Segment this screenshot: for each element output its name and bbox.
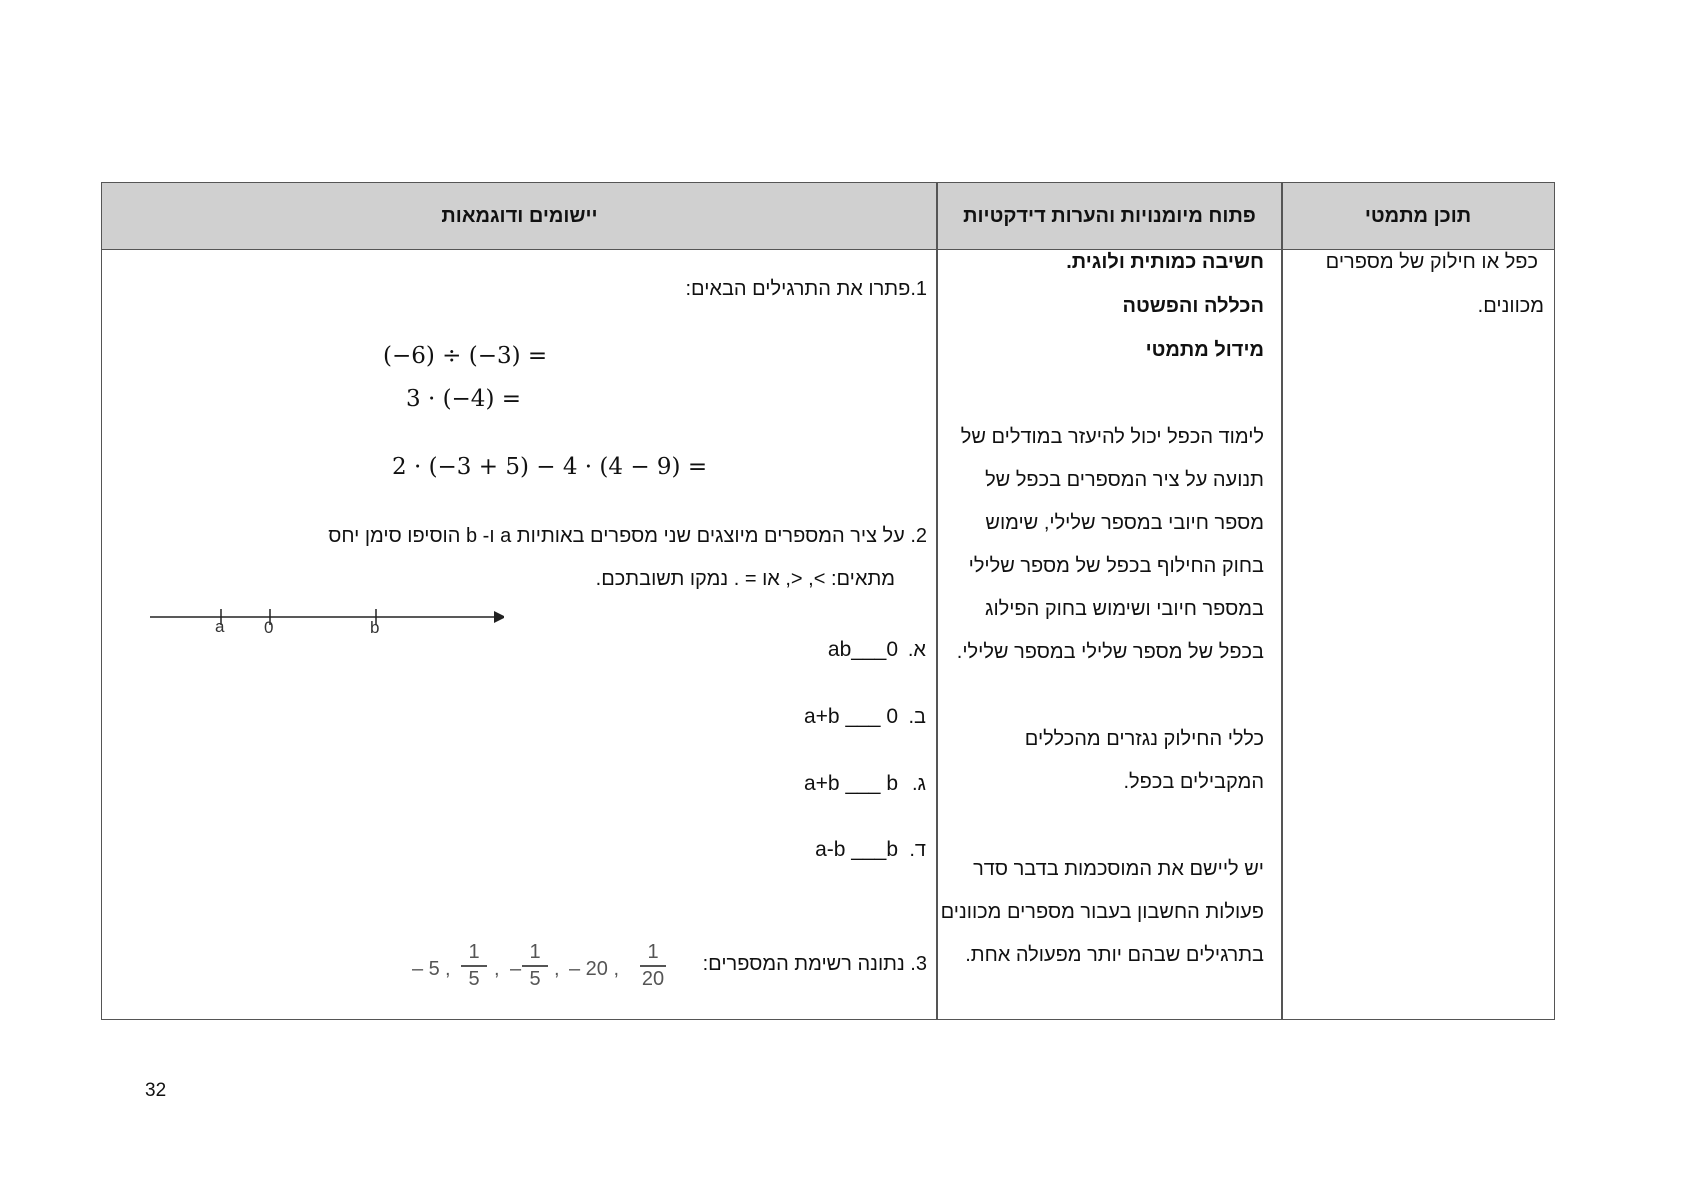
page-number: 32 — [145, 1080, 167, 1101]
header-content: תוכן מתמטי — [1282, 183, 1554, 250]
list-separator: , — [494, 958, 500, 980]
content-line: כפל או חילוק של מספרים — [1325, 251, 1538, 273]
question-2-cont: מתאים: >, <, או = . נמקו תשובתכם. — [595, 568, 895, 590]
question-2: 2. על ציר המספרים מיוצגים שני מספרים באותיות a ו- b הוסיפו סימן יחס — [328, 525, 927, 547]
skill-heading: הכללה והפשטה — [1122, 295, 1264, 317]
sub-item-letter: ד. — [909, 839, 926, 861]
sub-item-expr: ab___0 — [827, 638, 898, 661]
sub-item-letter: א. — [907, 639, 926, 661]
header-applications: יישומים ודוגמאות — [102, 183, 937, 250]
didactic-note: בתרגילים שבהם יותר מפעולה אחת. — [965, 944, 1264, 966]
didactic-note: כללי החילוק נגזרים מהכללים — [1024, 728, 1264, 750]
didactic-note: פעולות החשבון בעבור מספרים מכוונים — [940, 901, 1264, 923]
axis-label-b: b — [370, 618, 380, 637]
sub-item-expr: a+b ___ 0 — [803, 705, 898, 728]
fraction: 1 5 — [459, 941, 489, 991]
didactic-note: בכפל של מספר שלילי במספר שלילי. — [956, 641, 1264, 663]
sub-item-letter: ב. — [908, 706, 926, 728]
list-number: – 5 — [412, 958, 440, 980]
sub-item-letter: ג. — [911, 773, 926, 795]
didactic-note: במספר חיובי ושימוש בחוק הפילוג — [984, 598, 1264, 620]
didactic-note: יש ליישם את המוסכמות בדבר סדר — [973, 858, 1264, 880]
list-number: – 20 , — [569, 958, 620, 980]
column-divider — [1281, 183, 1283, 1019]
sub-item-expr: a-b ___b — [815, 838, 898, 861]
didactic-note: תנועה על ציר המספרים בכפל של — [985, 469, 1264, 491]
list-separator: , — [554, 958, 560, 980]
exercise-equation: 3 · (−4) = — [406, 386, 521, 412]
fraction: 1 20 — [641, 941, 665, 990]
didactic-note: המקבילים בכפל. — [1123, 771, 1264, 793]
list-separator: , — [445, 958, 451, 980]
didactic-note: לימוד הכפל יכול להיעזר במודלים של — [960, 426, 1264, 448]
skill-heading: מידול מתמטי — [1145, 339, 1264, 361]
question-1: 1.פתרו את התרגילים הבאים: — [685, 278, 927, 300]
didactic-note: בחוק החילוף בכפל של מספר שלילי — [968, 555, 1264, 577]
question-3: 3. נתונה רשימת המספרים: — [702, 953, 927, 975]
content-line: מכוונים. — [1477, 295, 1544, 317]
header-skills: פתוח מיומנויות והערות דידקטיות — [937, 183, 1282, 250]
skill-heading: חשיבה כמותית ולוגית. — [1066, 251, 1264, 273]
exercise-equation: (−6) ÷ (−3) = — [383, 343, 548, 369]
curriculum-table — [101, 182, 1555, 1020]
axis-label-a: a — [215, 617, 225, 636]
number-line — [144, 593, 504, 643]
axis-label-zero: 0 — [264, 618, 274, 637]
didactic-note: מספר חיובי במספר שלילי, שימוש — [985, 512, 1264, 534]
column-divider — [936, 183, 938, 1019]
list-sign: – — [510, 958, 522, 980]
fraction: 1 5 — [520, 941, 550, 991]
exercise-equation: 2 · (−3 + 5) − 4 · (4 − 9) = — [392, 454, 708, 480]
sub-item-expr: a+b ___ b — [803, 772, 898, 795]
